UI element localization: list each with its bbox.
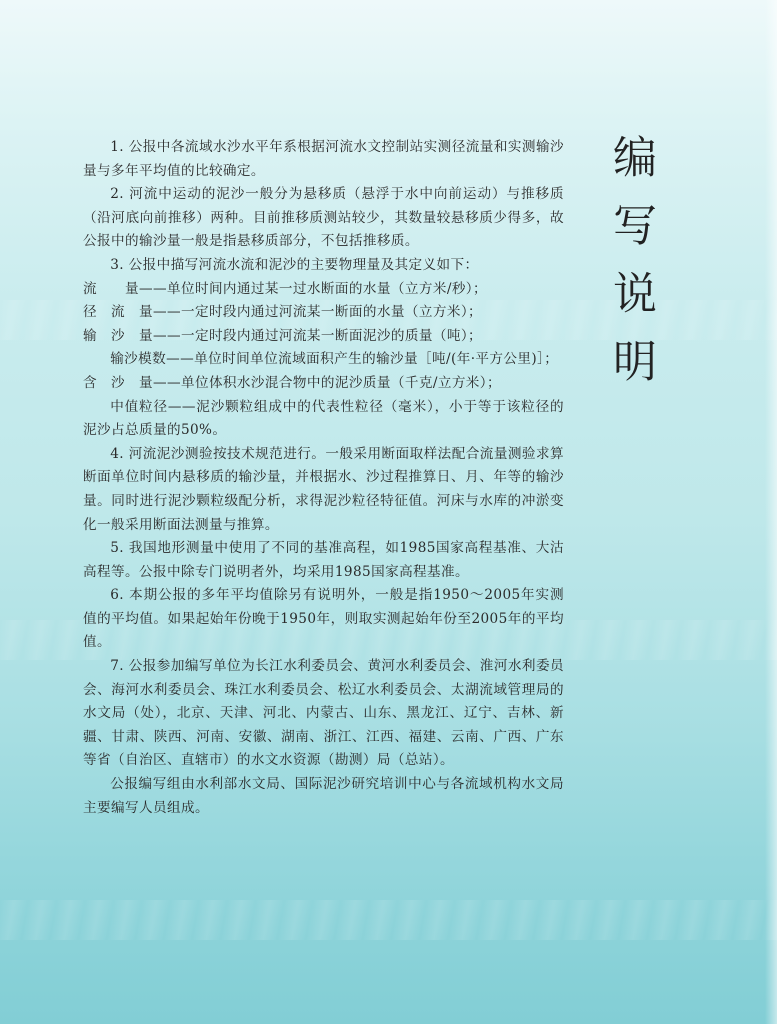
- definition-runoff: 径 流 量——一定时段内通过河流某一断面的水量（立方米）；: [83, 304, 483, 321]
- paragraph-7: 7. 公报参加编写单位为长江水利委员会、黄河水利委员会、淮河水利委员会、海河水利委员会、珠江水利委员会、松辽水利委员会、太湖流域管理局的水文局（处），北京、天津、河北、内蒙古、山东、黑龙江、辽宁、吉林、新疆、甘肃、陕西、河南、安徽、湖南、浙江、江西、福建、云南、广西、广东等省（自治区、直辖市）的水文水资源（勘测）局（总站）。: [83, 658, 564, 769]
- paragraph-8: 公报编写组由水利部水文局、国际泥沙研究培训中心与各流域机构水文局主要编写人员组成。: [83, 776, 564, 816]
- page-title: 编写说明: [605, 134, 656, 406]
- background-wave: [0, 900, 777, 940]
- paragraph-6: 6. 本期公报的多年平均值除另有说明外，一般是指1950～2005年实测值的平均值。如果起始年份晚于1950年，则取实测起始年份至2005年的平均值。: [83, 587, 564, 651]
- paragraph-1: 1. 公报中各流域水沙水平年系根据河流水文控制站实测径流量和实测输沙量与多年平均值的比较确定。: [83, 139, 564, 179]
- definition-median-diameter: 中值粒径——泥沙颗粒组成中的代表性粒径（毫米），小于等于该粒径的泥沙占总质量的50%。: [83, 398, 564, 439]
- definition-flow: 流 量——单位时间内通过某一过水断面的水量（立方米/秒）；: [83, 280, 487, 297]
- paragraph-3: 3. 公报中描写河流水流和泥沙的主要物理量及其定义如下：: [110, 256, 479, 273]
- paragraph-4: 4. 河流泥沙测验按技术规范进行。一般采用断面取样法配合流量测验求算断面单位时间内悬移质的输沙量，并根据水、沙过程推算日、月、年等的输沙量。同时进行泥沙颗粒级配分析，求得泥沙粒径特征值。河床与水库的冲淤变化一般采用断面法测量与推算。: [83, 445, 564, 533]
- paragraph-2: 2. 河流中运动的泥沙一般分为悬移质（悬浮于水中向前运动）与推移质（沿河底向前推移）两种。目前推移质测站较少，其数量较悬移质少得多，故公报中的输沙量一般是指悬移质部分，不包括推移质。: [83, 186, 564, 250]
- definition-sediment-modulus: 输沙模数——单位时间单位流域面积产生的输沙量［吨/(年·平方公里)］；: [110, 351, 559, 368]
- page-edge: [765, 0, 777, 1024]
- definition-sediment-load: 输 沙 量——一定时段内通过河流某一断面泥沙的质量（吨）；: [83, 327, 483, 344]
- definition-sediment-concentration: 含 沙 量——单位体积水沙混合物中的泥沙质量（千克/立方米）；: [83, 374, 501, 391]
- instructions-body: [83, 136, 564, 820]
- paragraph-5: 5. 我国地形测量中使用了不同的基准高程，如1985国家高程基准、大沽高程等。公报中除专门说明者外，均采用1985国家高程基准。: [83, 540, 564, 580]
